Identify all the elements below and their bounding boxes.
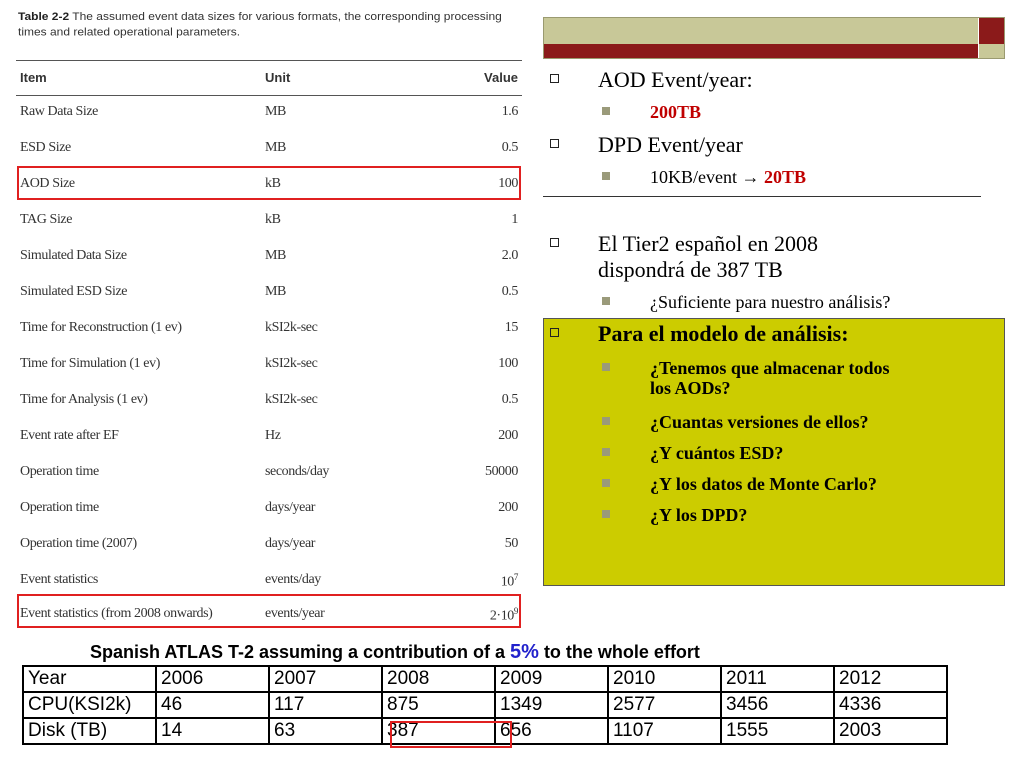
header-unit: Unit xyxy=(265,70,291,85)
header-item: Item xyxy=(20,70,47,85)
row-unit: MB xyxy=(265,284,286,299)
table-row xyxy=(23,666,947,692)
disk-cell: 14 xyxy=(156,718,269,744)
year-cell: 2011 xyxy=(721,666,834,692)
row-unit: kSI2k-sec xyxy=(265,392,318,407)
disk-2008-highlight xyxy=(390,721,512,748)
table-header xyxy=(16,60,522,96)
table-row xyxy=(16,94,522,130)
deco-olive-band xyxy=(544,18,978,44)
disk-cell: 1555 xyxy=(721,718,834,744)
hollow-square-bullet-icon xyxy=(550,74,559,83)
bullet-text-line1: El Tier2 español en 2008 xyxy=(598,231,818,256)
row-item: Operation time xyxy=(20,464,99,479)
title-percentage: 5% xyxy=(510,641,539,663)
dpd-value: 20TB xyxy=(764,167,807,187)
filled-square-bullet-icon xyxy=(602,417,610,425)
cpu-cell: 46 xyxy=(156,692,269,718)
sub-bullet-text-line1: ¿Tenemos que almacenar todos xyxy=(650,358,890,378)
table-row xyxy=(16,382,522,418)
cpu-cell: 117 xyxy=(269,692,382,718)
row-value: 100 xyxy=(498,176,518,191)
table-row xyxy=(16,454,522,490)
year-cell: 2006 xyxy=(156,666,269,692)
hollow-square-bullet-icon xyxy=(550,328,559,337)
row-unit: events/year xyxy=(265,606,325,621)
event-statistics-highlight xyxy=(17,594,521,628)
row-value: 50 xyxy=(504,536,518,551)
table-row xyxy=(16,310,522,346)
cpu-cell: 875 xyxy=(382,692,495,718)
row-value: 100 xyxy=(498,356,518,371)
title-suffix: to the whole effort xyxy=(538,642,700,662)
row-item: Time for Simulation (1 ev) xyxy=(20,356,160,371)
table-row xyxy=(16,238,522,274)
deco-square-olive xyxy=(979,44,1004,58)
table-row xyxy=(16,526,522,562)
table-row xyxy=(16,202,522,238)
aod-size-highlight xyxy=(17,166,521,200)
row-value: 1 xyxy=(511,212,518,227)
year-cell: 2007 xyxy=(269,666,382,692)
sub-bullet-text-line2: los AODs? xyxy=(650,378,731,398)
row-value: 15 xyxy=(504,320,518,335)
cpu-cell: 3456 xyxy=(721,692,834,718)
cpu-cell: 2577 xyxy=(608,692,721,718)
filled-square-bullet-icon xyxy=(602,510,610,518)
cpu-cell: 1349 xyxy=(495,692,608,718)
bottom-table-title xyxy=(90,641,700,664)
row-value-base: 10 xyxy=(500,574,514,590)
row-unit: MB xyxy=(265,104,286,119)
sub-bullet-text xyxy=(650,167,806,187)
sub-bullet-text: ¿Cuantas versiones de ellos? xyxy=(650,412,869,432)
row-value: 0.5 xyxy=(501,140,518,155)
disk-cell: 1107 xyxy=(608,718,721,744)
sub-bullet-text: ¿Y cuántos ESD? xyxy=(650,443,784,463)
event-size-table xyxy=(12,8,527,628)
row-item: Operation time xyxy=(20,500,99,515)
sub-bullet-text: ¿Y los datos de Monte Carlo? xyxy=(650,474,877,494)
row-value: 1.6 xyxy=(501,104,518,119)
row-unit: seconds/day xyxy=(265,464,330,479)
year-cell: 2012 xyxy=(834,666,947,692)
title-prefix: Spanish ATLAS T-2 assuming a contribution of a xyxy=(90,642,511,662)
table-row xyxy=(16,274,522,310)
row-unit: MB xyxy=(265,248,286,263)
row-value: 200 xyxy=(498,428,518,443)
table-row xyxy=(16,130,522,166)
disk-cell: 387 xyxy=(382,718,495,744)
row-label: Disk (TB) xyxy=(23,718,156,744)
cpu-cell: 4336 xyxy=(834,692,947,718)
filled-square-bullet-icon xyxy=(602,363,610,371)
year-cell: 2008 xyxy=(382,666,495,692)
row-unit: kSI2k-sec xyxy=(265,356,318,371)
table-caption xyxy=(12,9,527,39)
row-value: 50000 xyxy=(484,464,518,479)
bullet-text: AOD Event/year: xyxy=(598,67,753,92)
row-item: Raw Data Size xyxy=(20,104,98,119)
deco-square-maroon xyxy=(979,18,1004,44)
year-cell: 2010 xyxy=(608,666,721,692)
row-label: Year xyxy=(23,666,156,692)
table-row xyxy=(16,418,522,454)
row-item: AOD Size xyxy=(20,176,75,191)
table-row xyxy=(23,692,947,718)
row-unit: Hz xyxy=(265,428,281,443)
row-item: Simulated ESD Size xyxy=(20,284,128,299)
row-unit: kB xyxy=(265,212,281,227)
filled-square-bullet-icon xyxy=(602,172,610,180)
row-item: Time for Reconstruction (1 ev) xyxy=(20,320,182,335)
row-unit: kSI2k-sec xyxy=(265,320,318,335)
filled-square-bullet-icon xyxy=(602,107,610,115)
row-item: Simulated Data Size xyxy=(20,248,127,263)
row-value: 200 xyxy=(498,500,518,515)
row-item: TAG Size xyxy=(20,212,73,227)
row-value: 2.0 xyxy=(501,248,518,263)
sub-bullet-text: ¿Y los DPD? xyxy=(650,505,748,525)
bullet-text: Para el modelo de análisis: xyxy=(598,321,849,346)
row-value-base: 2·10 xyxy=(489,608,514,624)
deco-maroon-band xyxy=(544,44,978,58)
bullet-text: DPD Event/year xyxy=(598,132,743,157)
table-row xyxy=(16,346,522,382)
row-value-exponent: 9 xyxy=(513,606,518,616)
dpd-prefix: 10KB/event → xyxy=(650,167,764,187)
row-item: ESD Size xyxy=(20,140,71,155)
row-unit: MB xyxy=(265,140,286,155)
row-value: 0.5 xyxy=(501,392,518,407)
table-row xyxy=(16,562,522,598)
row-value xyxy=(501,572,518,591)
row-unit: days/year xyxy=(265,536,316,551)
row-unit: kB xyxy=(265,176,281,191)
disk-cell: 656 xyxy=(495,718,608,744)
row-value-exponent: 7 xyxy=(513,572,518,582)
row-item: Event statistics xyxy=(20,572,98,587)
year-cell: 2009 xyxy=(495,666,608,692)
sub-bullet-text: ¿Suficiente para nuestro análisis? xyxy=(650,292,891,312)
hollow-square-bullet-icon xyxy=(550,238,559,247)
section-divider xyxy=(543,196,981,197)
table-caption-label: Table 2-2 xyxy=(18,9,70,24)
header-value: Value xyxy=(484,70,518,85)
row-item: Event statistics (from 2008 onwards) xyxy=(20,606,213,621)
disk-cell: 2003 xyxy=(834,718,947,744)
table-row xyxy=(16,490,522,526)
decorative-title-bar xyxy=(543,17,1005,59)
filled-square-bullet-icon xyxy=(602,448,610,456)
row-unit: days/year xyxy=(265,500,316,515)
row-unit: events/day xyxy=(265,572,321,587)
filled-square-bullet-icon xyxy=(602,297,610,305)
hollow-square-bullet-icon xyxy=(550,139,559,148)
bullet-text-line2: dispondrá de 387 TB xyxy=(598,257,783,282)
row-label: CPU(KSI2k) xyxy=(23,692,156,718)
table-caption-text: The assumed event data sizes for various formats, the corresponding processing times and related operational parameters. xyxy=(18,9,502,39)
row-item: Event rate after EF xyxy=(20,428,119,443)
row-item: Time for Analysis (1 ev) xyxy=(20,392,148,407)
disk-cell: 63 xyxy=(269,718,382,744)
sub-bullet-text: 200TB xyxy=(650,102,702,122)
row-item: Operation time (2007) xyxy=(20,536,137,551)
row-value: 0.5 xyxy=(501,284,518,299)
filled-square-bullet-icon xyxy=(602,479,610,487)
